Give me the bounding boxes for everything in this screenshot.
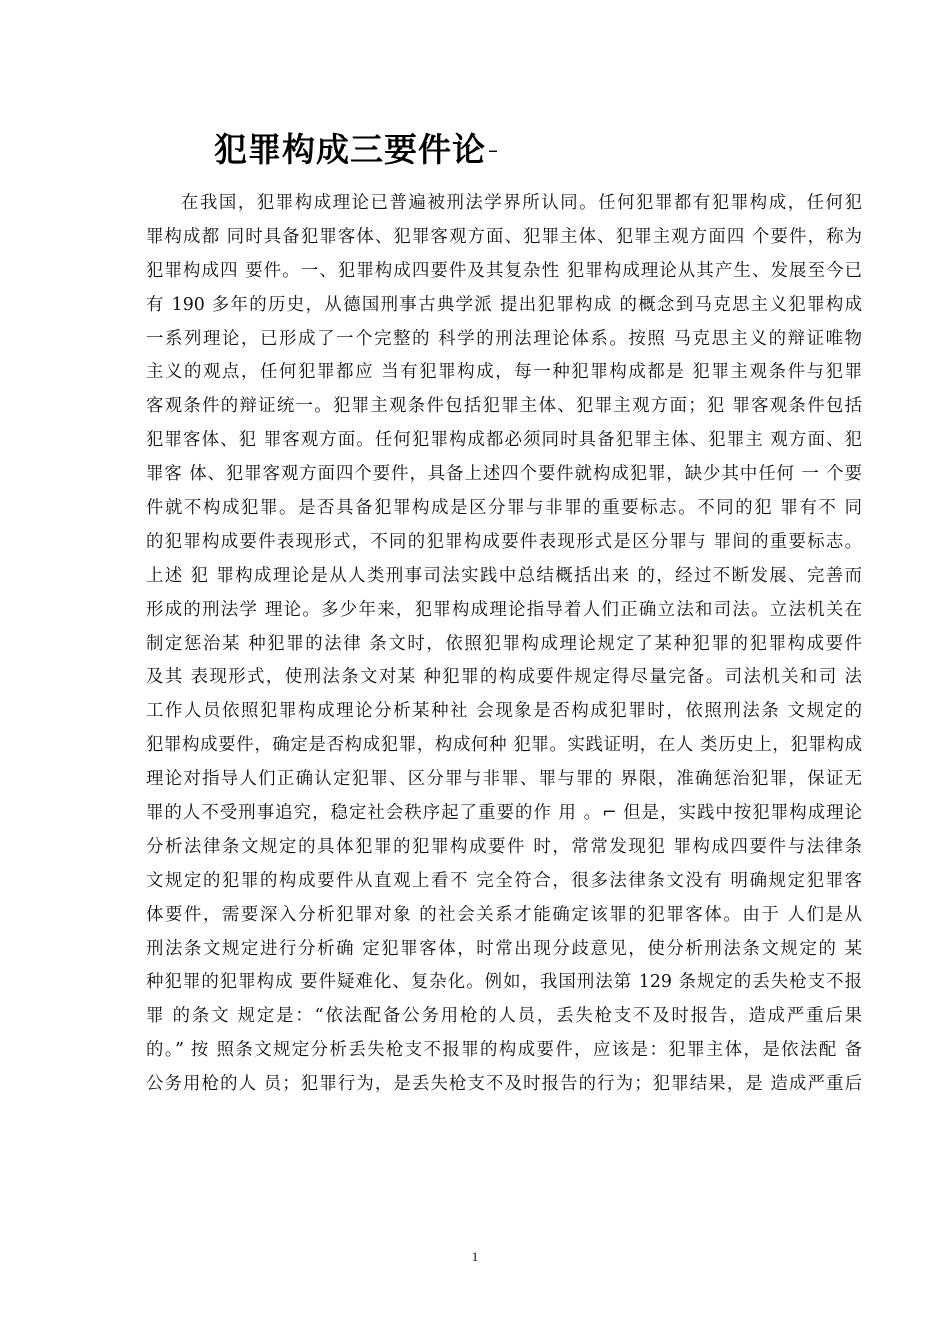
- text-line: 犯罪客体、犯 罪客观方面。任何犯罪构成都必须同时具备犯罪主体、犯罪主 观方面、犯: [146, 430, 862, 451]
- text-line: 理论对指导人们正确认定犯罪、区分罪与非罪、罪与罪的 界限，准确惩治犯罪，保证无: [146, 769, 862, 790]
- text-line: 工作人员依照犯罪构成理论分析某种社 会现象是否构成犯罪时，依照刑法条 文规定的: [146, 701, 862, 722]
- body-text: [146, 187, 862, 1102]
- document-title: [214, 128, 499, 172]
- title-suffix: –: [488, 138, 499, 162]
- text-line: 有 190 多年的历史，从德国刑事古典学派 提出犯罪构成 的概念到马克思主义犯罪构成: [146, 294, 862, 315]
- text-line: 犯罪构成要件，确定是否构成犯罪，构成何种 犯罪。实践证明，在人 类历史上，犯罪构成: [146, 735, 862, 756]
- text-line: 罪客 体、犯罪客观方面四个要件，具备上述四个要件就构成犯罪，缺少其中任何 一 个要: [146, 464, 862, 485]
- text-line: 罪构成都 同时具备犯罪客体、犯罪客观方面、犯罪主体、犯罪主观方面四 个要件，称为: [146, 226, 862, 247]
- text-line: 刑法条文规定进行分析确 定犯罪客体，时常出现分歧意见，使分析刑法条文规定的 某: [146, 938, 862, 959]
- text-line: 一系列理论，已形成了一个完整的 科学的刑法理论体系。按照 马克思主义的辩证唯物: [146, 328, 862, 349]
- text-line: 体要件，需要深入分析犯罪对象 的社会关系才能确定该罪的犯罪客体。由于 人们是从: [146, 904, 862, 925]
- text-line: 上述 犯 罪构成理论是从人类刑事司法实践中总结概括出来 的，经过不断发展、完善而: [146, 565, 862, 586]
- text-line: 种犯罪的犯罪构成 要件疑难化、复杂化。例如，我国刑法第 129 条规定的丢失枪支不报: [146, 972, 862, 993]
- text-line: 制定惩治某 种犯罪的法律 条文时，依照犯罪构成理论规定了某种犯罪的犯罪构成要件: [146, 633, 862, 654]
- text-line: 分析法律条文规定的具体犯罪的犯罪构成要件 时，常常发现犯 罪构成四要件与法律条: [146, 836, 862, 857]
- page-number: 1: [471, 1249, 479, 1264]
- text-line: 文规定的犯罪的构成要件从直观上看不 完全符合，很多法律条文没有 明确规定犯罪客: [146, 870, 862, 891]
- text-line: 的犯罪构成要件表现形式，不同的犯罪构成要件表现形式是区分罪与 罪间的重要标志。: [146, 531, 862, 552]
- text-line: 在我国，犯罪构成理论已普遍被刑法学界所认同。任何犯罪都有犯罪构成，任何犯: [181, 193, 862, 213]
- title-text: 犯罪构成三要件论: [214, 130, 486, 169]
- text-line: 犯罪构成四 要件。一、犯罪构成四要件及其复杂性 犯罪构成理论从其产生、发展至今已: [146, 260, 862, 281]
- text-line: 主义的观点，任何犯罪都应 当有犯罪构成，每一种犯罪构成都是 犯罪主观条件与犯罪: [146, 362, 862, 383]
- text-line: 公务用枪的人 员；犯罪行为，是丢失枪支不及时报告的行为；犯罪结果，是 造成严重后: [146, 1074, 862, 1095]
- text-line: 罪的人不受刑事追究，稳定社会秩序起了重要的作 用 。⌐ 但是，实践中按犯罪构成理论: [146, 803, 862, 824]
- text-line: 形成的刑法学 理论。多少年来，犯罪构成理论指导着人们正确立法和司法。立法机关在: [146, 599, 862, 620]
- text-line: 罪 的条文 规定是：“依法配备公务用枪的人员，丢失枪支不及时报告，造成严重后果: [146, 1006, 862, 1027]
- text-line: 件就不构成犯罪。是否具备犯罪构成是区分罪与非罪的重要标志。不同的犯 罪有不 同: [146, 498, 862, 519]
- text-line: 的。” 按 照条文规定分析丢失枪支不报罪的构成要件，应该是：犯罪主体，是依法配 备: [146, 1040, 862, 1061]
- text-line: 及其 表现形式，使刑法条文对某 种犯罪的构成要件规定得尽量完备。司法机关和司 法: [146, 667, 862, 688]
- text-line: 客观条件的辩证统一。犯罪主观条件包括犯罪主体、犯罪主观方面；犯 罪客观条件包括: [146, 396, 862, 417]
